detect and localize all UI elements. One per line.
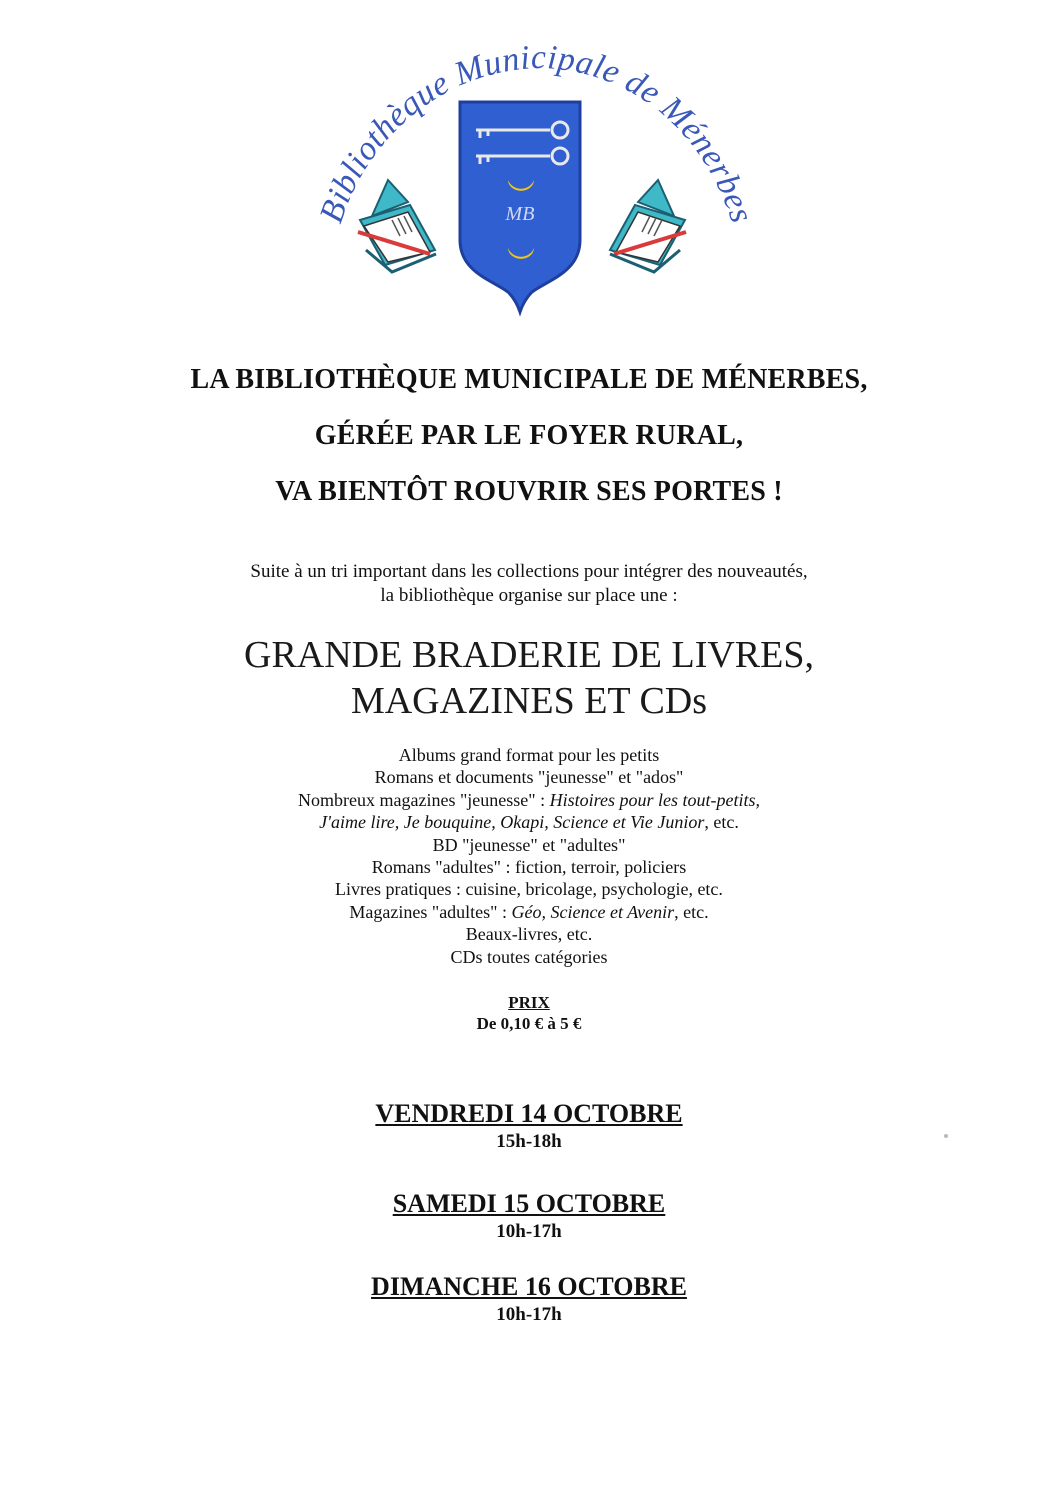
date-block [0, 1098, 1058, 1154]
list-item: Romans "adultes" : fiction, terroir, policiers [371, 857, 687, 878]
headline-line-1: LA BIBLIOTHÈQUE MUNICIPALE DE MÉNERBES, [190, 364, 868, 395]
list-item: CDs toutes catégories [450, 946, 608, 967]
price-value: De 0,10 € à 5 € [476, 1014, 582, 1033]
date-block [0, 1271, 1058, 1327]
headline [0, 352, 1058, 520]
date-block [0, 1188, 1058, 1244]
logo-arc-text: Bibliothèque Municipale de Ménerbes [312, 40, 761, 228]
list-item: BD "jeunesse" et "adultes" [432, 834, 626, 855]
date-hours: 10h-17h [496, 1221, 562, 1242]
price-label: PRIX [508, 993, 550, 1012]
items-list [0, 744, 1058, 968]
intro-line-1: Suite à un tri important dans les collections pour intégrer des nouveautés, [250, 561, 808, 582]
date-day: SAMEDI 15 OCTOBRE [392, 1189, 666, 1218]
braderie-title-line-1: GRANDE BRADERIE DE LIVRES, [244, 634, 814, 676]
list-item: Magazines "adultes" : Géo, Science et Avenir, etc. [349, 901, 709, 922]
braderie-title [0, 632, 1058, 724]
open-book-right-icon [610, 180, 686, 272]
date-hours: 10h-17h [496, 1304, 562, 1325]
list-item: Romans et documents "jeunesse" et "ados" [374, 767, 684, 788]
list-item: Livres pratiques : cuisine, bricolage, psychologie, etc. [335, 879, 723, 900]
library-logo [280, 40, 780, 330]
price-block [0, 992, 1058, 1034]
list-item: J'aime lire, Je bouquine, Okapi, Science et Vie Junior, etc. [319, 812, 739, 833]
headline-line-3: VA BIENTÔT ROUVRIR SES PORTES ! [275, 476, 783, 507]
date-day: VENDREDI 14 OCTOBRE [375, 1099, 683, 1128]
svg-text:MB: MB [505, 203, 535, 225]
list-item: Beaux-livres, etc. [465, 924, 593, 945]
intro-line-2: la bibliothèque organise sur place une : [380, 585, 678, 606]
scan-speck [944, 1134, 948, 1138]
braderie-title-line-2: MAGAZINES ET CDs [350, 680, 708, 722]
intro-text [0, 560, 1058, 608]
open-book-left-icon [358, 180, 436, 272]
headline-line-2: GÉRÉE PAR LE FOYER RURAL, [314, 420, 744, 451]
list-item: Albums grand format pour les petits [398, 745, 660, 765]
shield-icon [460, 102, 580, 312]
list-item: Nombreux magazines "jeunesse" : Histoires pour les tout-petits, [298, 789, 760, 810]
date-hours: 15h-18h [496, 1131, 562, 1152]
date-day: DIMANCHE 16 OCTOBRE [371, 1272, 687, 1301]
